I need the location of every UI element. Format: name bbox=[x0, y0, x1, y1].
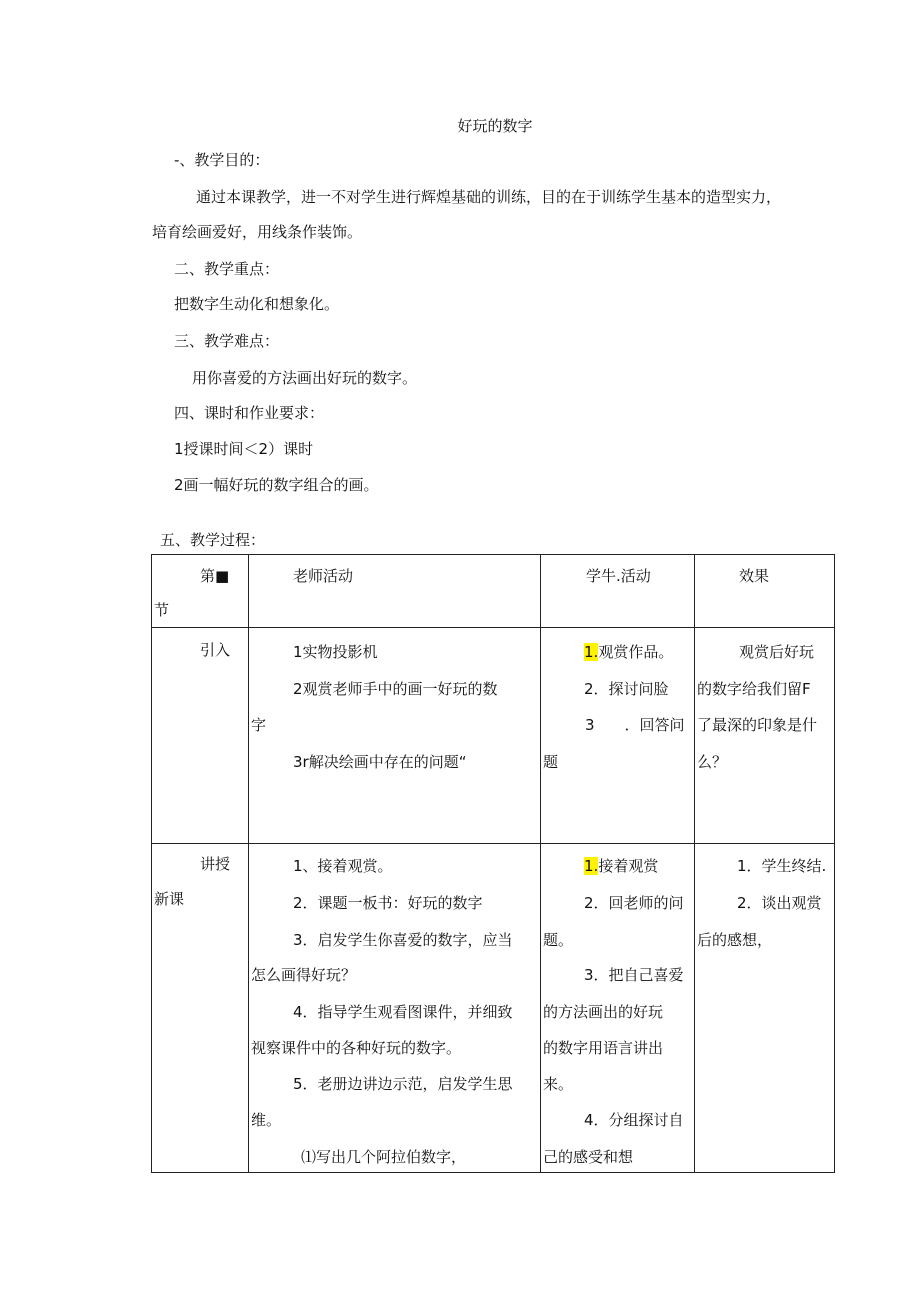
section-label: 新课 bbox=[154, 890, 185, 908]
student-activity-line: 题。 bbox=[543, 931, 574, 949]
teacher-activity-line: 维。 bbox=[251, 1111, 282, 1129]
effect-line: 2．谈出观赏 bbox=[737, 894, 822, 912]
effect-cell bbox=[695, 628, 835, 844]
effect-line: 观赏后好玩 bbox=[739, 643, 815, 661]
header-student-cell bbox=[541, 555, 695, 628]
student-activity-line: 2．回老师的问 bbox=[584, 894, 684, 912]
teacher-activity-line: 1、接着观赏。 bbox=[293, 857, 393, 875]
student-activity-line bbox=[584, 856, 658, 876]
effect-line: 1．学生终结. bbox=[737, 857, 827, 875]
effect-line: 了最深的印象是什 bbox=[697, 716, 818, 734]
student-activity-line: 3 ．回答问 bbox=[585, 716, 685, 734]
teacher-activity-line: 3r解决绘画中存在的问题“ bbox=[293, 753, 467, 771]
page-title: 好玩的数字 bbox=[457, 117, 533, 135]
objective-text-line-1: 通过本课教学，进一不对学生进行辉煌基础的训练，目的在于训练学生基本的造型实力， bbox=[196, 188, 782, 206]
header-student-label: 学牛.活动 bbox=[586, 567, 651, 585]
homework-item-2: 2画一幅好玩的数字组合的画。 bbox=[174, 476, 379, 494]
student-activity-line: 的方法画出的好玩 bbox=[543, 1003, 664, 1021]
teacher-activity-line: 1实物投影机 bbox=[293, 643, 378, 661]
header-teacher-label: 老师活动 bbox=[293, 567, 354, 585]
header-effect-label: 效果 bbox=[739, 567, 770, 585]
student-activity-text: 接着观赏 bbox=[598, 857, 659, 875]
keypoint-text: 把数字生动化和想象化。 bbox=[174, 295, 340, 313]
student-activity-line: 的数字用语言讲出 bbox=[543, 1039, 664, 1057]
objective-heading: -、教学目的： bbox=[174, 151, 270, 169]
highlighted-number: 1. bbox=[584, 857, 599, 875]
header-section-cell bbox=[152, 555, 249, 628]
teacher-activity-line: 怎么画得好玩？ bbox=[251, 966, 357, 984]
teacher-activity-cell bbox=[249, 844, 541, 1173]
header-teacher-cell bbox=[249, 555, 541, 628]
effect-line: 的数字给我们留F bbox=[697, 680, 811, 698]
student-activity-cell bbox=[541, 628, 695, 844]
homework-item-1: 1授课时间＜2）课时 bbox=[174, 440, 314, 458]
student-activity-line: 己的感受和想 bbox=[543, 1148, 634, 1166]
student-activity-cell bbox=[541, 844, 695, 1173]
header-effect-cell bbox=[695, 555, 835, 628]
teacher-activity-line: 2．课题一板书：好玩的数字 bbox=[293, 894, 483, 912]
header-section-label-b: 节 bbox=[154, 601, 170, 619]
lesson-process-table bbox=[151, 554, 835, 1173]
table-row bbox=[152, 844, 835, 1173]
teacher-activity-line: 字 bbox=[251, 716, 267, 734]
homework-heading: 四、课时和作业要求： bbox=[174, 404, 325, 422]
keypoint-heading: 二、教学重点： bbox=[174, 260, 280, 278]
teacher-activity-cell bbox=[249, 628, 541, 844]
table-header-row bbox=[152, 555, 835, 628]
student-activity-text: 观赏作品。 bbox=[598, 643, 674, 661]
section-label: 引入 bbox=[200, 641, 231, 659]
student-activity-line: 4．分组探讨自 bbox=[584, 1111, 684, 1129]
teacher-activity-line: 5．老册边讲边示范，启发学生思 bbox=[293, 1075, 513, 1093]
objective-text-line-2: 培育绘画爱好，用线条作装饰。 bbox=[152, 223, 363, 241]
teacher-activity-line: 4．指导学生观看图课件，并细致 bbox=[293, 1003, 513, 1021]
student-activity-line: 2．探讨问脸 bbox=[584, 680, 669, 698]
effect-line: 后的感想， bbox=[697, 931, 773, 949]
section-label: 讲授 bbox=[200, 855, 231, 873]
process-heading: 五、教学过程： bbox=[160, 531, 266, 549]
student-activity-line: 题 bbox=[543, 753, 559, 771]
teacher-activity-line: 2观赏老师手中的画一好玩的数 bbox=[293, 680, 498, 698]
section-cell bbox=[152, 628, 249, 844]
highlighted-number: 1. bbox=[584, 643, 599, 661]
section-cell bbox=[152, 844, 249, 1173]
effect-cell bbox=[695, 844, 835, 1173]
teacher-activity-line: 视察课件中的各种好玩的数字。 bbox=[251, 1039, 462, 1057]
effect-line: 么？ bbox=[697, 753, 728, 771]
difficulty-heading: 三、教学难点： bbox=[174, 332, 280, 350]
teacher-activity-line: 3．启发学生你喜爱的数字，应当 bbox=[293, 931, 513, 949]
student-activity-line bbox=[584, 642, 673, 662]
teacher-activity-line: ⑴写出几个阿拉伯数字， bbox=[301, 1148, 467, 1166]
student-activity-line: 来。 bbox=[543, 1075, 574, 1093]
header-section-label-a: 第■ bbox=[200, 567, 230, 585]
table-row bbox=[152, 628, 835, 844]
difficulty-text: 用你喜爱的方法画出好玩的数字。 bbox=[192, 369, 418, 387]
student-activity-line: 3．把自己喜爱 bbox=[584, 966, 684, 984]
